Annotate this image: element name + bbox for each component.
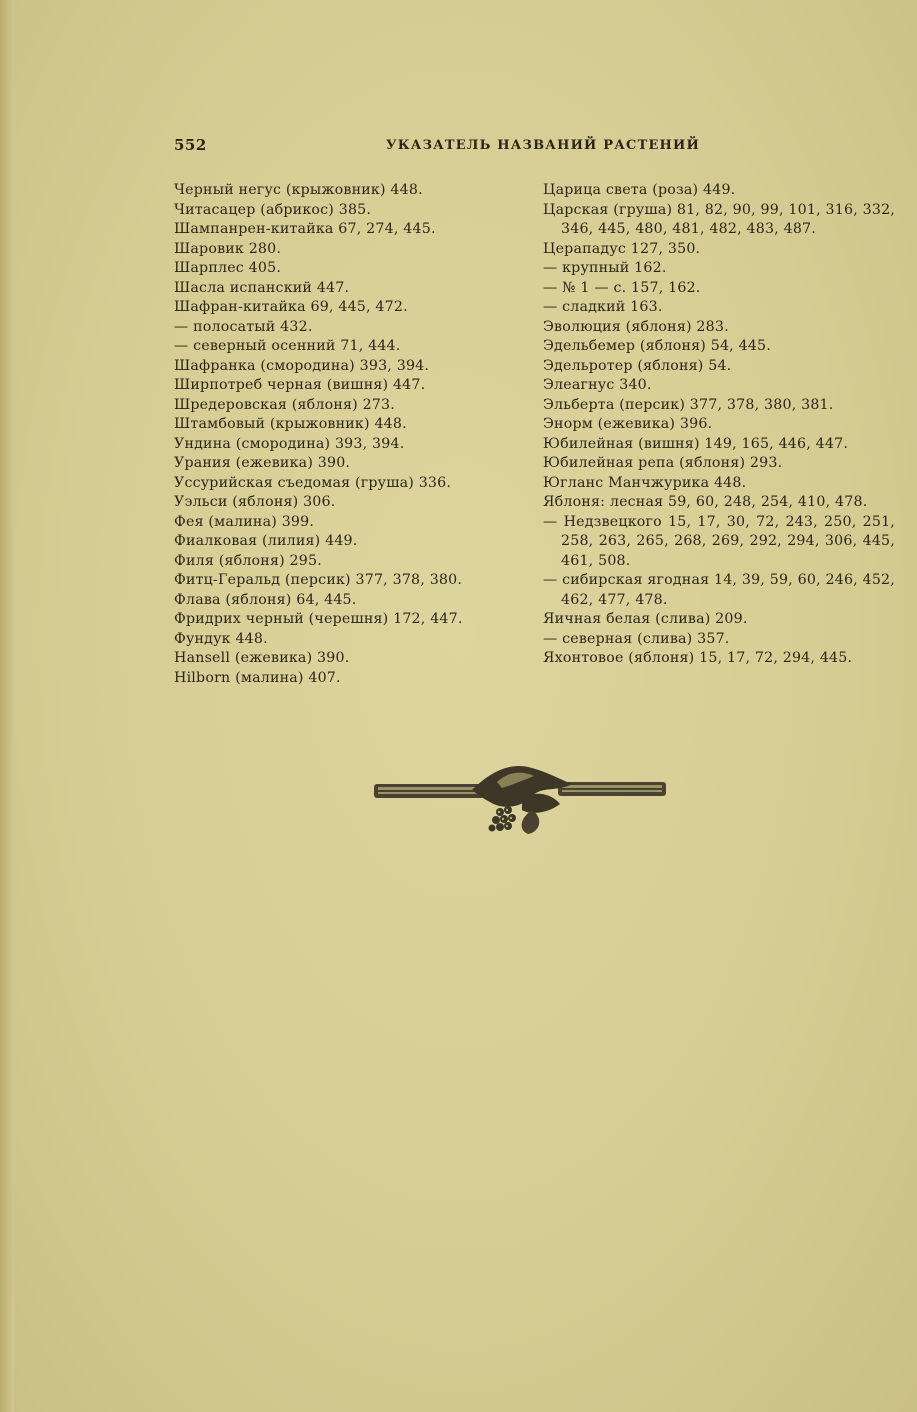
index-entry: Hansell (ежевика) 390. <box>174 650 350 666</box>
index-entry: Эльберта (персик) 377, 378, 380, 381. <box>543 396 834 413</box>
page-number: 552 <box>174 136 207 154</box>
index-entry: Шасла испанский 447. <box>174 279 350 296</box>
index-entry: Читасацер (абрикос) 385. <box>174 201 372 218</box>
index-entry: Шафран-китайка 69, 445, 472. <box>174 299 408 315</box>
index-entry: Урания (ежевика) 390. <box>174 455 351 471</box>
index-entry: — № 1 — с. 157, 162. <box>543 279 701 296</box>
index-entry: Шампанрен-китайка 67, 274, 445. <box>174 221 436 237</box>
page-header <box>174 136 892 160</box>
index-entry: Эволюция (яблоня) 283. <box>543 318 729 335</box>
index-entry: Уэльси (яблоня) 306. <box>174 494 336 510</box>
index-entry: Шаровик 280. <box>174 240 282 257</box>
index-entry: Яхонтовое (яблоня) 15, 17, 72, 294, 445. <box>543 650 853 666</box>
index-entry: Юбилейная (вишня) 149, 165, 446, 447. <box>543 435 849 452</box>
index-entry: Яичная белая (слива) 209. <box>543 611 748 627</box>
index-entry: — Недзвецкого 15, 17, 30, 72, 243, 250, 251, 258, 263, 265, 268, 269, 292, 294, 306, 445, 461, 508. <box>543 513 895 569</box>
index-entry: Шафранка (смородина) 393, 394. <box>174 357 430 374</box>
index-entry: Энорм (ежевика) 396. <box>543 416 713 432</box>
index-entry: Фитц-Геральд (персик) 377, 378, 380. <box>174 572 463 588</box>
page-edge <box>0 0 14 1412</box>
index-entry: Эдельротер (яблоня) 54. <box>543 357 732 374</box>
index-entry: — северная (слива) 357. <box>543 630 730 647</box>
index-entry: Филя (яблоня) 295. <box>174 552 322 569</box>
index-entry: Флава (яблоня) 64, 445. <box>174 591 357 608</box>
index-entry: Черный негус (крыжовник) 448. <box>174 182 423 198</box>
running-title: УКАЗАТЕЛЬ НАЗВАНИЙ РАСТЕНИЙ <box>386 138 700 153</box>
index-entry: Юбилейная репа (яблоня) 293. <box>543 455 783 471</box>
index-entry: Фея (малина) 399. <box>174 513 315 530</box>
index-entry: Царская (груша) 81, 82, 90, 99, 101, 316, 332, 346, 445, 480, 481, 482, 483, 487. <box>543 201 896 237</box>
index-entry: — северный осенний 71, 444. <box>174 338 401 354</box>
index-entry: Фундук 448. <box>174 630 268 647</box>
index-entry: Югланс Манчжурика 448. <box>543 474 747 491</box>
index-entry: — полосатый 432. <box>174 318 313 335</box>
index-entry: — сладкий 163. <box>543 299 663 315</box>
index-entry: Фиалковая (лилия) 449. <box>174 533 358 549</box>
index-column-left <box>174 181 519 688</box>
index-entry: Уссурийская съедомая (груша) 336. <box>174 474 452 491</box>
index-entry: Шредеровская (яблоня) 273. <box>174 396 395 413</box>
index-entry: — крупный 162. <box>543 260 667 276</box>
index-entry: Яблоня: лесная 59, 60, 248, 254, 410, 478. <box>543 494 868 510</box>
index-entry: Шарплес 405. <box>174 260 282 276</box>
index-entry: Церападус 127, 350. <box>543 240 701 257</box>
index-entry: Ширпотреб черная (вишня) 447. <box>174 377 426 393</box>
index-entry: Hilborn (малина) 407. <box>174 669 341 686</box>
index-entry: Ундина (смородина) 393, 394. <box>174 435 405 452</box>
index-entry: Царица света (роза) 449. <box>543 182 736 198</box>
index-entry: Элеагнус 340. <box>543 377 652 393</box>
index-entry: Фридрих черный (черешня) 172, 447. <box>174 611 463 627</box>
index-column-right <box>543 181 895 669</box>
index-entry: Эдельбемер (яблоня) 54, 445. <box>543 338 771 354</box>
index-entry: — сибирская ягодная 14, 39, 59, 60, 246, 452, 462, 477, 478. <box>543 572 895 608</box>
vignette-ornament-icon <box>372 760 670 840</box>
index-entry: Штамбовый (крыжовник) 448. <box>174 416 407 432</box>
